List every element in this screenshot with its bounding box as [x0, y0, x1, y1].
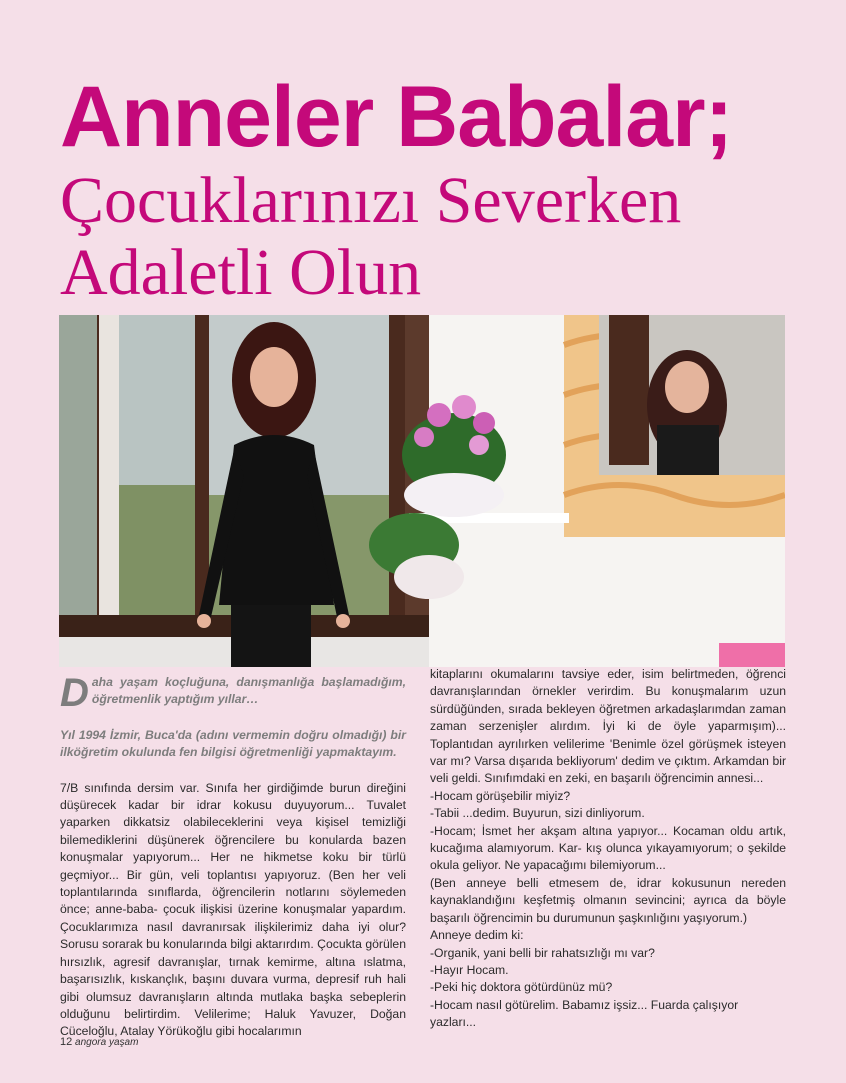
right-column	[430, 666, 786, 1032]
title-line-1: Anneler Babalar;	[60, 69, 733, 165]
dialogue-line: -Hocam nasıl götürelim. Babamız işsiz... Fuarda çalışıyor yazları...	[430, 997, 739, 1030]
right-body-text: kitaplarını okumalarını tavsiye eder, isim belirtmeden, öğrenci davranışlarından örnekler verirdim. Bu konuşmalarım uzun sürdüğünden, sırada bekleyen öğretmen arkadaşlarımdan zaman zaman serzenişler alırdım. İyi ki de öyle yaparmışım)... Toplantıdan ayrılırken velilerime 'Benimle özel görüşmek isteyen var mı? Varsa dışarıda bekliyorum' dedim ve çıktım. Arkamdan bir veli geldi. Sınıfımdaki en zeki, en başarılı öğrencimin annesi...	[430, 667, 786, 786]
dialogue-line: Anneye dedim ki:	[430, 928, 524, 943]
title-line-3: Adaletli Olun	[60, 236, 422, 309]
dialogue-line: -Tabii ...dedim. Buyurun, sizi dinliyorum.	[430, 806, 645, 821]
page-footer	[60, 1036, 138, 1048]
dropcap: D	[60, 671, 89, 715]
intro-text	[60, 671, 406, 715]
intro-second: Yıl 1994 İzmir, Buca'da (adını vermemin doğru olmadığı) bir ilköğretim okulunda fen bilgisi öğretmenliği yapmaktayım.	[60, 727, 406, 760]
dialogue-line: -Hayır Hocam.	[430, 962, 509, 977]
dialogue-line: -Peki hiç doktora götürdünüz mü?	[430, 980, 613, 995]
intro-rest: aha yaşam koçluğuna, danışmanlığa başlamadığım, öğretmenlik yaptığım yıllar…	[91, 675, 406, 707]
dialogue-line: -Organik, yani belli bir rahatsızlığı mı var?	[430, 945, 655, 960]
article-photo	[59, 315, 785, 667]
magazine-name: angora yaşam	[75, 1037, 139, 1048]
page-number: 12	[60, 1036, 73, 1048]
dialogue-line: -Hocam görüşebilir miyiz?	[430, 788, 571, 803]
dialogue-paragraph: -Hocam; İsmet her akşam altına yapıyor... Kocaman oldu artık, kucağıma alamıyorum. Kar- kış olunca yıkayamıyorum; o şekilde okula geliyor. Ne yapacağımı bilemiyorum...	[430, 823, 786, 873]
left-column	[60, 671, 406, 1041]
aside-paragraph: (Ben anneye belli etmesem de, idrar kokusunun nereden kaynaklandığını keşfetmiş olmanın sevincini; ayrıca da böyle başarılı öğrencimin bu durumunun şaşkınlığını yaşıyorum.)	[430, 875, 786, 925]
left-body-text: 7/B sınıfında dersim var. Sınıfa her girdiğimde burun direğini düşürecek kadar bir idrar kokusu duyuyorum... Tuvalet yaparken dikkatsiz olabileceklerini veya kişisel temizliği bilemediklerini düşünerek öğrencilere bu konularda bazen konuşmalar yapıyorum... Her ne hikmetse koku bir türlü geçmiyor... Bir gün, veli toplantısı yapıyoruz. (Ben her veli toplantılarında sınıflarda, öğrencilerin notlarını söylemeden önce; anne-baba- çocuk ilişkisi üzerine konuşmalar yapardım. Çocuklarımıza nasıl davranırsak ilişkilerimiz daha iyi olur? Sorusu sorarak bu konularında bilgi aktarırdım. Çocukta görülen hırsızlık, agresif davranışlar, tırnak kemirme, altına ıslatma, başarısızlık, kıskançlık, başını duvara vurma, depresif ruh hali gibi olumsuz davranışların altında mutlaka başka sebeplerin olduğunu belirtirdim. Velilerime; Haluk Yavuzer, Doğan Cüceloğlu, Atalay Yörükoğlu gibi hocalarımın	[60, 780, 406, 1039]
title-line-2: Çocuklarınızı Severken	[60, 164, 682, 237]
